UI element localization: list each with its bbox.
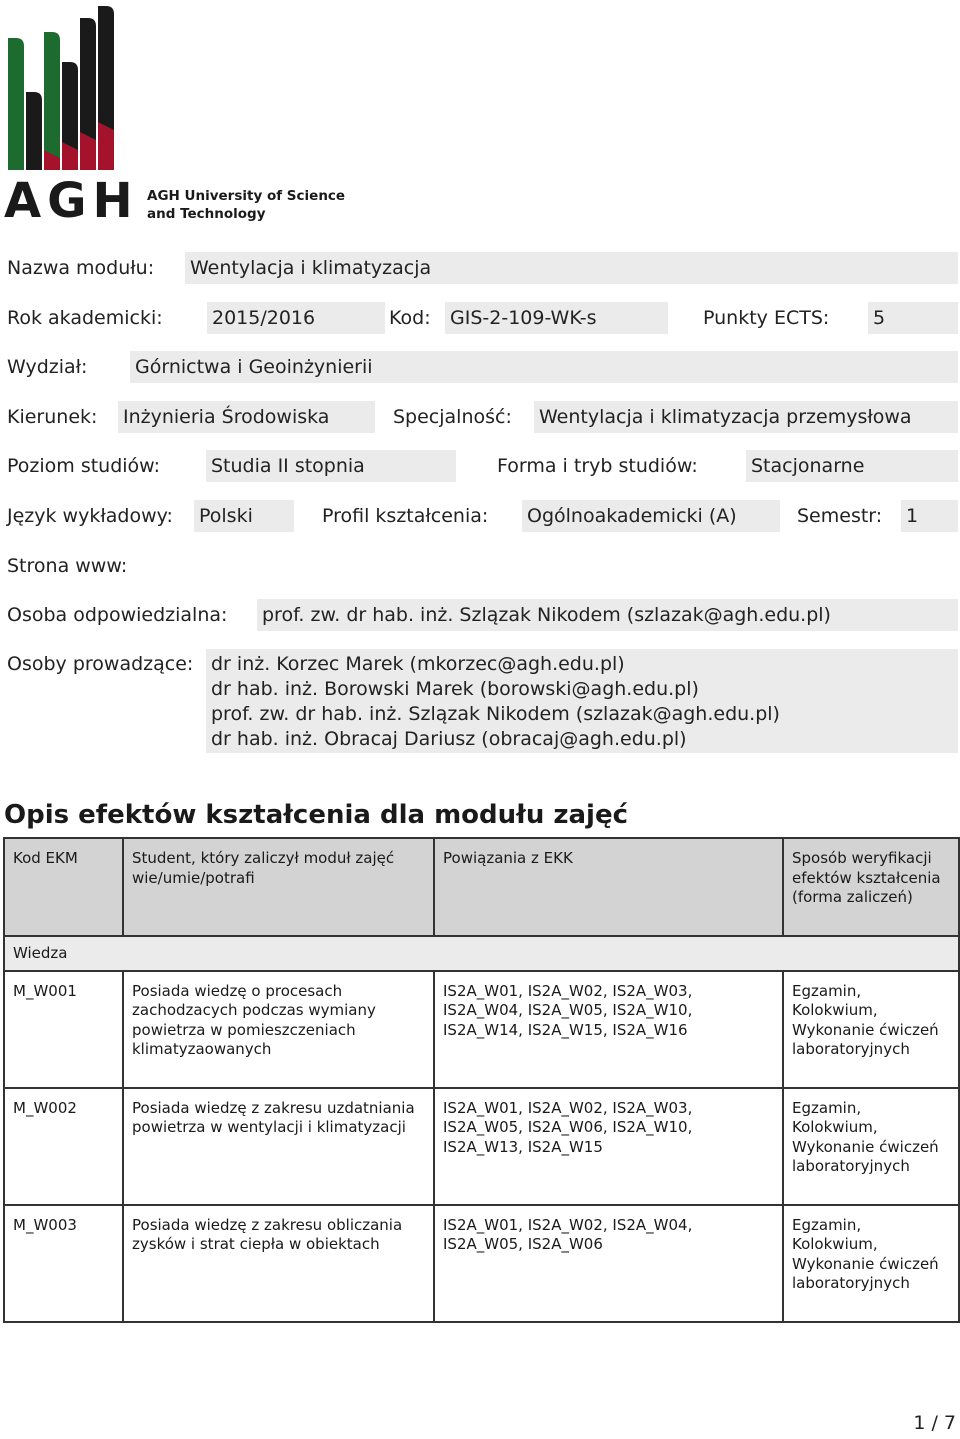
cell-code: M_W001 <box>4 971 123 1088</box>
ects-value: 5 <box>868 302 958 334</box>
semester-value: 1 <box>901 500 958 532</box>
mode-label: Forma i tryb studiów: <box>497 455 698 477</box>
header-links: Powiązania z EKK <box>434 838 783 936</box>
header-description: Student, który zaliczył moduł zajęć wie/umie/potrafi <box>123 838 434 936</box>
group-label: Wiedza <box>4 936 959 971</box>
cell-description: Posiada wiedzę o procesach zachodzacych podczas wymiany powietrza w pomieszczeniach klimatyzaowanych <box>123 971 434 1088</box>
academic-year-label: Rok akademicki: <box>7 307 163 329</box>
instructor-item: prof. zw. dr hab. inż. Szlązak Nikodem (szlazak@agh.edu.pl) <box>211 703 780 725</box>
code-label: Kod: <box>389 307 431 329</box>
faculty-label: Wydział: <box>7 356 88 378</box>
table-group-row <box>4 936 959 971</box>
cell-verification: Egzamin, Kolokwium, Wykonanie ćwiczeń laboratoryjnych <box>783 971 959 1088</box>
field-label: Kierunek: <box>7 406 98 428</box>
level-value: Studia II stopnia <box>206 450 456 482</box>
language-value: Polski <box>194 500 294 532</box>
table-row <box>4 971 959 1088</box>
semester-label: Semestr: <box>797 505 883 527</box>
header-code: Kod EKM <box>4 838 123 936</box>
logo-emblem-stripes <box>8 6 114 170</box>
profile-label: Profil kształcenia: <box>322 505 489 527</box>
page-number: 1 / 7 <box>913 1412 956 1434</box>
cell-verification: Egzamin, Kolokwium, Wykonanie ćwiczeń laboratoryjnych <box>783 1205 959 1322</box>
ects-label: Punkty ECTS: <box>703 307 830 329</box>
cell-description: Posiada wiedzę z zakresu obliczania zysków i strat ciepła w obiektach <box>123 1205 434 1322</box>
profile-value: Ogólnoakademicki (A) <box>522 500 780 532</box>
responsible-label: Osoba odpowiedzialna: <box>7 604 228 626</box>
section-title: Opis efektów kształcenia dla modułu zajęć <box>4 800 629 830</box>
module-name-value: Wentylacja i klimatyzacja <box>185 252 958 284</box>
agh-logo <box>4 2 349 222</box>
code-value: GIS-2-109-WK-s <box>445 302 668 334</box>
language-label: Język wykładowy: <box>7 505 173 527</box>
cell-description: Posiada wiedzę z zakresu uzdatniania powietrza w wentylacji i klimatyzacji <box>123 1088 434 1205</box>
instructors-label: Osoby prowadzące: <box>7 653 194 675</box>
logo-name-line2: and Technology <box>147 206 266 222</box>
academic-year-value: 2015/2016 <box>207 302 385 334</box>
field-value: Inżynieria Środowiska <box>118 401 375 433</box>
responsible-value: prof. zw. dr hab. inż. Szlązak Nikodem (szlazak@agh.edu.pl) <box>257 599 958 631</box>
learning-outcomes-table <box>3 837 960 1323</box>
level-label: Poziom studiów: <box>7 455 161 477</box>
cell-links: IS2A_W01, IS2A_W02, IS2A_W04, IS2A_W05, IS2A_W06 <box>434 1205 783 1322</box>
instructor-item: dr inż. Korzec Marek (mkorzec@agh.edu.pl) <box>211 653 625 675</box>
header-verification: Sposób weryfikacji efektów kształcenia (forma zaliczeń) <box>783 838 959 936</box>
instructors-list <box>206 649 958 753</box>
table-header-row <box>4 838 959 936</box>
module-name-label: Nazwa modułu: <box>7 257 155 279</box>
cell-code: M_W002 <box>4 1088 123 1205</box>
table-row <box>4 1088 959 1205</box>
mode-value: Stacjonarne <box>746 450 958 482</box>
specialty-value: Wentylacja i klimatyzacja przemysłowa <box>534 401 958 433</box>
cell-links: IS2A_W01, IS2A_W02, IS2A_W03, IS2A_W04, IS2A_W05, IS2A_W10, IS2A_W14, IS2A_W15, IS2A_W16 <box>434 971 783 1088</box>
instructor-item: dr hab. inż. Obracaj Dariusz (obracaj@agh.edu.pl) <box>211 728 687 750</box>
cell-links: IS2A_W01, IS2A_W02, IS2A_W03, IS2A_W05, IS2A_W06, IS2A_W10, IS2A_W13, IS2A_W15 <box>434 1088 783 1205</box>
logo-name-line1: AGH University of Science <box>147 188 346 204</box>
logo-acronym: AGH <box>4 173 139 222</box>
cell-code: M_W003 <box>4 1205 123 1322</box>
specialty-label: Specjalność: <box>393 406 512 428</box>
website-label: Strona www: <box>7 555 128 577</box>
cell-verification: Egzamin, Kolokwium, Wykonanie ćwiczeń laboratoryjnych <box>783 1088 959 1205</box>
instructor-item: dr hab. inż. Borowski Marek (borowski@agh.edu.pl) <box>211 678 699 700</box>
faculty-value: Górnictwa i Geoinżynierii <box>130 351 958 383</box>
table-row <box>4 1205 959 1322</box>
